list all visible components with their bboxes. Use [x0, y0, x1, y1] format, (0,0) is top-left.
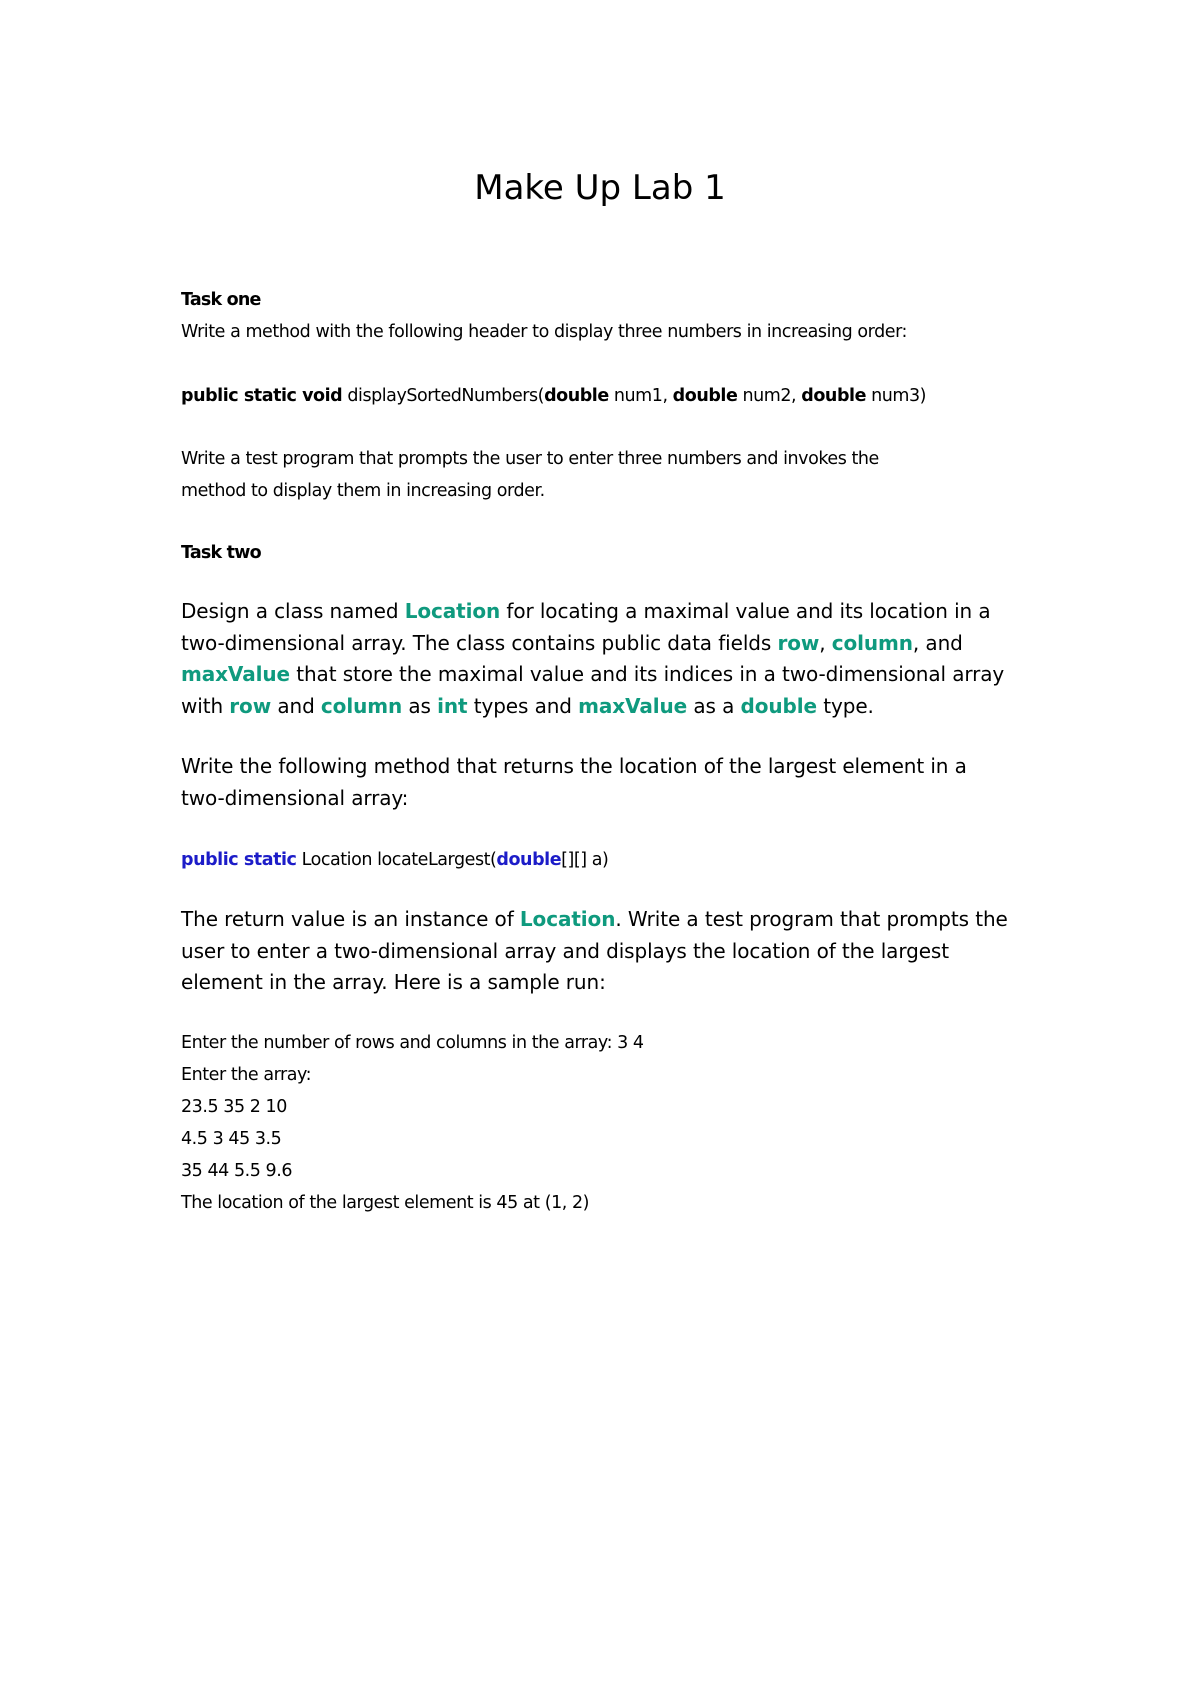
signature-method-name: displaySortedNumbers(: [342, 386, 545, 406]
paragraph-line: two-dimensional array:: [181, 785, 409, 810]
text-run: type.: [816, 693, 874, 718]
signature-param: [][] a): [561, 850, 609, 870]
task-one-heading: Task one: [181, 290, 261, 310]
signature-param-3: num3): [865, 386, 927, 406]
signature-modifiers: public static void: [181, 386, 343, 406]
task-two-design-paragraph: [181, 596, 1061, 722]
text-run: that store the maximal value and its indices in a two-dimensional array: [289, 662, 1005, 686]
code-keyword: row: [777, 630, 820, 655]
text-run: as: [402, 693, 438, 718]
text-run: two-dimensional array. The class contains public data fields: [181, 630, 778, 655]
paragraph-line: [181, 596, 1061, 628]
sample-run-line: 35 44 5.5 9.6: [181, 1161, 293, 1181]
sample-run-line: Enter the array:: [181, 1065, 312, 1085]
task-one-test-line: method to display them in increasing order.: [181, 481, 545, 501]
signature-param-type: double: [496, 850, 562, 870]
code-keyword: column: [831, 630, 913, 655]
text-run: ,: [819, 630, 832, 655]
task-two-signature: [181, 844, 1061, 876]
text-run: , and: [912, 630, 963, 655]
code-keyword: Location: [404, 599, 501, 623]
paragraph-line: user to enter a two-dimensional array and displays the location of the largest: [181, 938, 949, 963]
signature-param-type-2: double: [672, 386, 738, 406]
task-two-method-intro: [181, 751, 1061, 814]
code-keyword: maxValue: [181, 662, 290, 686]
sample-run-line: Enter the number of rows and columns in the array: 3 4: [181, 1033, 644, 1053]
task-two-return-paragraph: [181, 904, 1061, 999]
text-run: The return value is an instance of: [181, 907, 520, 931]
paragraph-line: [181, 628, 1061, 660]
signature-modifiers: public static: [181, 850, 297, 870]
sample-run: [181, 1027, 1061, 1219]
code-keyword: int: [437, 693, 468, 718]
sample-run-line: 23.5 35 2 10: [181, 1097, 287, 1117]
text-run: and: [271, 693, 321, 718]
document-title: Make Up Lab 1: [474, 168, 726, 208]
paragraph-line: element in the array. Here is a sample run:: [181, 970, 606, 994]
text-run: Design a class named: [181, 599, 405, 623]
signature-param-2: num2,: [737, 386, 802, 406]
code-keyword: row: [229, 693, 272, 718]
signature-param-type-3: double: [801, 386, 866, 406]
code-keyword: Location: [519, 907, 616, 931]
paragraph-line: [181, 904, 1061, 936]
text-run: for locating a maximal value and its location in a: [500, 599, 991, 623]
text-run: with: [181, 693, 230, 718]
sample-run-line: The location of the largest element is 45 at (1, 2): [181, 1193, 590, 1213]
signature-param-type-1: double: [544, 386, 609, 406]
signature-param-1: num1,: [608, 386, 673, 406]
paragraph-line: [181, 659, 1061, 691]
task-one-test-line: Write a test program that prompts the user to enter three numbers and invokes the: [181, 449, 879, 469]
text-run: types and: [467, 693, 579, 718]
task-one-test-text: [181, 443, 1061, 507]
task-one-signature: [181, 380, 1061, 412]
signature-method-name: Location locateLargest(: [296, 850, 497, 870]
code-keyword: column: [320, 693, 403, 718]
task-two-heading: Task two: [181, 543, 261, 563]
paragraph-line: [181, 691, 1061, 723]
paragraph-line: Write the following method that returns the location of the largest element in a: [181, 754, 967, 778]
text-run: . Write a test program that prompts the: [615, 907, 1008, 931]
task-one-intro: Write a method with the following header to display three numbers in increasing order:: [181, 322, 907, 342]
code-keyword: double: [740, 693, 817, 718]
code-keyword: maxValue: [578, 693, 688, 718]
text-run: as a: [687, 693, 741, 718]
sample-run-line: 4.5 3 45 3.5: [181, 1129, 282, 1149]
